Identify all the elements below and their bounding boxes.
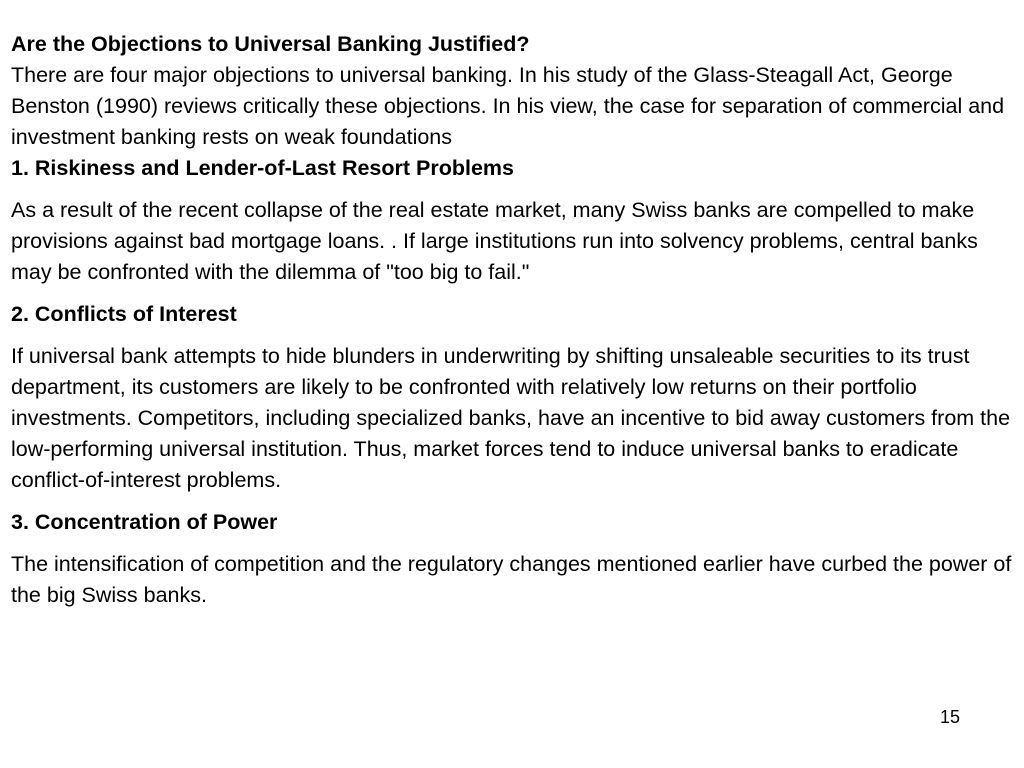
section-heading-concentration: 3. Concentration of Power (11, 510, 278, 534)
slide-content (11, 29, 1016, 611)
page-number: 15 (940, 707, 961, 727)
section-body-riskiness: As a result of the recent collapse of the real estate market, many Swiss banks are compelled to make provisions against bad mortgage loans. . If large institutions run into solvency problems, central banks may be confronted with the dilemma of "too big to fail." (11, 198, 978, 284)
section-body-conflicts: If universal bank attempts to hide blunders in underwriting by shifting unsaleable securities to its trust department, its customers are likely to be confronted with relatively low returns on their portfolio investments. Competitors, including specialized banks, have an incentive to bid away customers from the low-performing universal institution. Thus, market forces tend to induce universal banks to eradicate conflict-of-interest problems. (11, 344, 1011, 492)
intro-paragraph: There are four major objections to universal banking. In his study of the Glass-Steagall Act, George Benston (1990) reviews critically these objections. In his view, the case for separation of commercial and investment banking rests on weak foundations (11, 63, 1005, 149)
slide-title: Are the Objections to Universal Banking Justified? (11, 32, 530, 56)
section-heading-conflicts: 2. Conflicts of Interest (11, 302, 237, 326)
section-heading-riskiness: 1. Riskiness and Lender-of-Last Resort Problems (11, 156, 514, 180)
section-body-concentration: The intensification of competition and the regulatory changes mentioned earlier have curbed the power of the big Swiss banks. (11, 552, 1012, 607)
